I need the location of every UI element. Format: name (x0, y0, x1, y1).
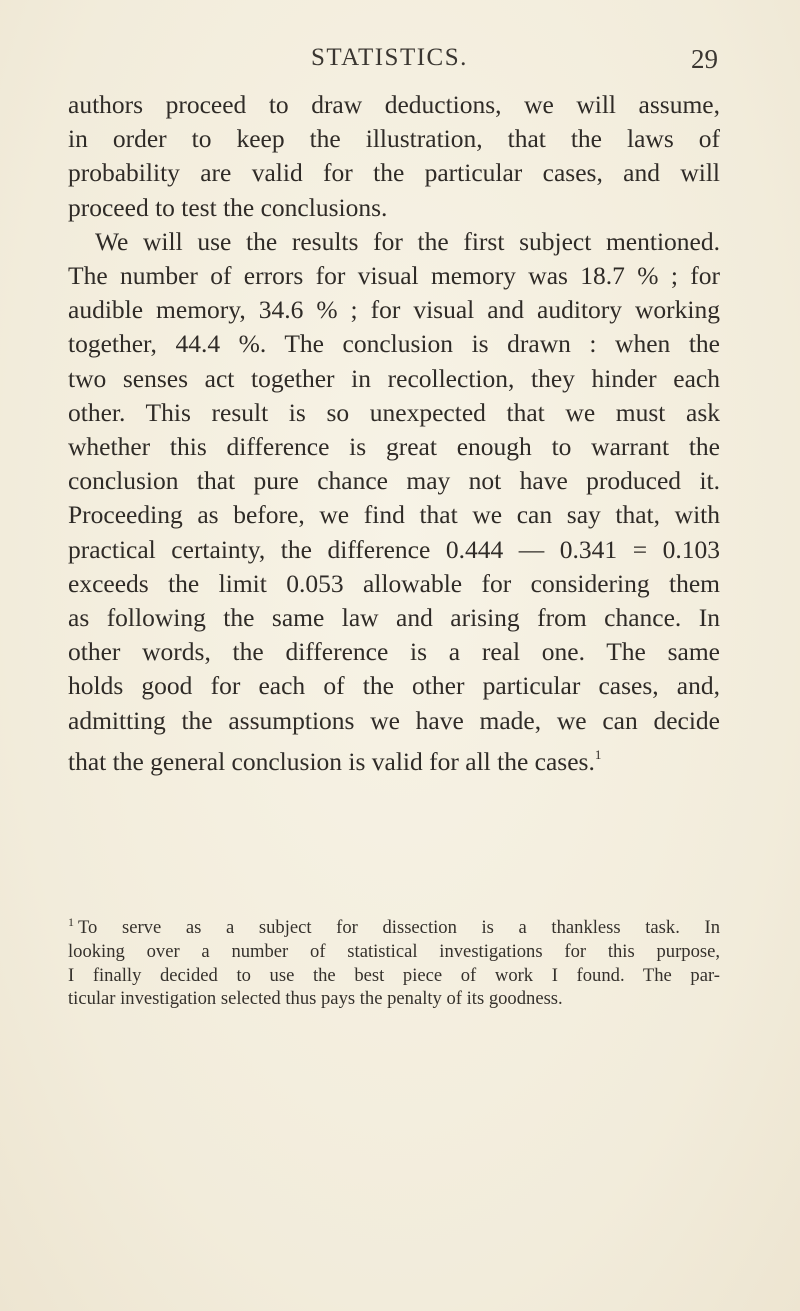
body-line: audible memory, 34.6 % ; for visual and auditory working (68, 295, 720, 325)
body-line: practical certainty, the difference 0.444 — 0.341 = 0.103 (68, 534, 720, 564)
body-line: probability are valid for the particular cases, and will (68, 158, 720, 188)
body-line: whether this difference is great enough to warrant the (68, 432, 720, 462)
body-paragraphs (68, 88, 720, 779)
body-line: The number of errors for visual memory was 18.7 % ; for (68, 261, 720, 291)
footnote (68, 911, 720, 1011)
body-line: two senses act together in recollection, they hinder each (68, 363, 720, 393)
footnote-text: To serve as a subject for dissection is a thankless task. In (78, 917, 720, 938)
body-line: conclusion that pure chance may not have produced it. (68, 466, 720, 496)
footnote-reference: 1 (594, 746, 602, 762)
footnote-line: ticular investigation selected thus pays the penalty of its goodness. (68, 988, 563, 1010)
body-line-final (68, 738, 720, 779)
running-title: STATISTICS. (311, 44, 468, 71)
footnote-marker: 1 (68, 915, 74, 929)
body-line-text: that the general conclusion is valid for all the cases. (68, 746, 595, 776)
body-line: other. This result is so unexpected that we must ask (68, 397, 720, 427)
body-line: in order to keep the illustration, that the laws of (68, 124, 720, 154)
body-line: together, 44.4 %. The conclusion is drawn : when the (68, 329, 720, 359)
footnote-line: I finally decided to use the best piece of work I found. The par- (68, 964, 720, 986)
body-line: Proceeding as before, we find that we can say that, with (68, 500, 720, 530)
body-line: authors proceed to draw deductions, we will assume, (68, 90, 720, 119)
body-line: other words, the difference is a real one. The same (68, 637, 720, 667)
footnote-line (68, 911, 720, 940)
footnote-line: looking over a number of statistical investigations for this purpose, (68, 940, 720, 962)
body-line: We will use the results for the first subject mentioned. (95, 226, 720, 256)
body-line: exceeds the limit 0.053 allowable for considering them (68, 568, 720, 598)
running-head (68, 44, 718, 84)
body-line: as following the same law and arising from chance. In (68, 603, 720, 633)
body-line: holds good for each of the other particular cases, and, (68, 671, 720, 701)
body-line: proceed to test the conclusions. (68, 192, 388, 222)
page-number: 29 (691, 44, 718, 74)
body-line: admitting the assumptions we have made, we can decide (68, 705, 720, 735)
